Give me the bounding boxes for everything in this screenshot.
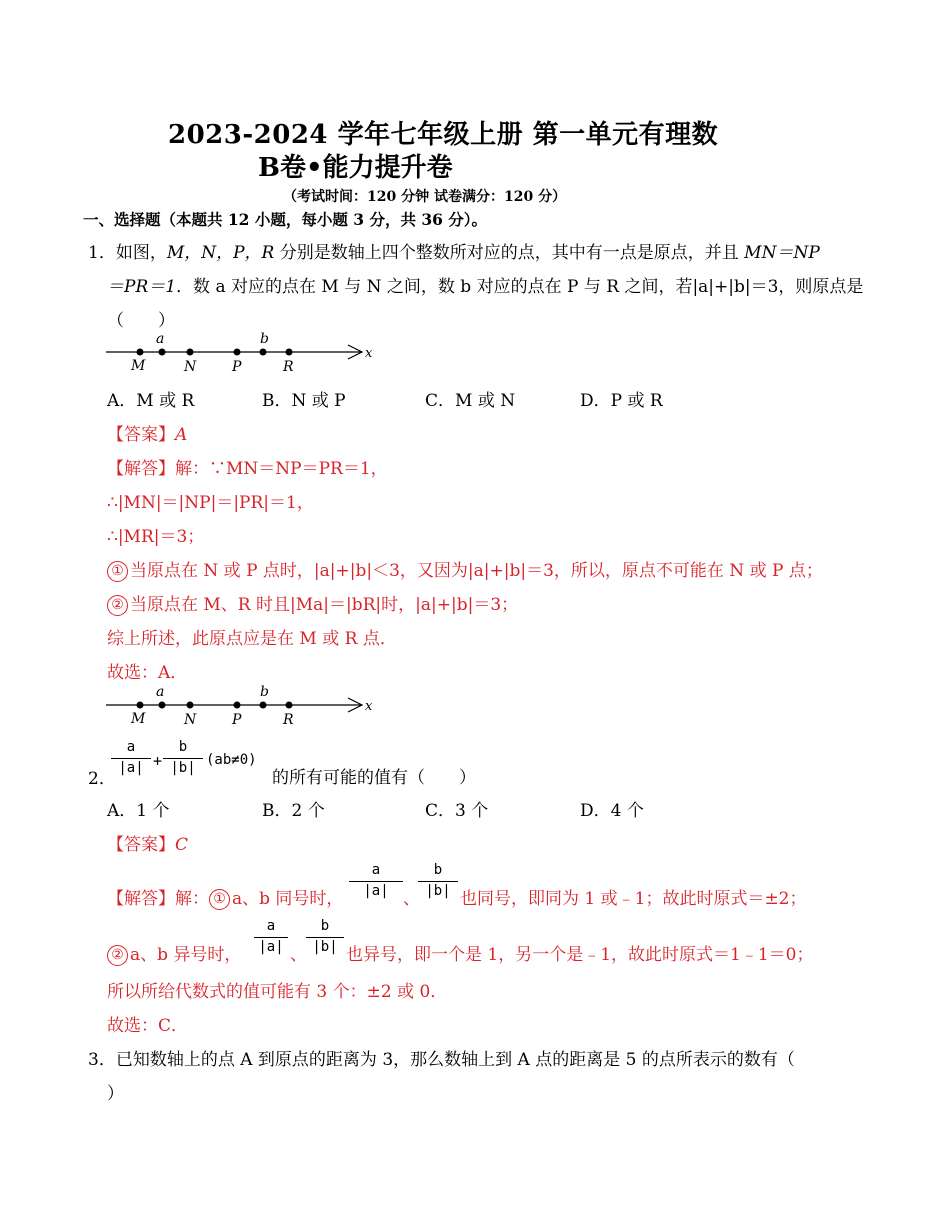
label-M: M bbox=[131, 711, 146, 727]
exam-info: （考试时间：120 分钟 试卷满分：120 分） bbox=[283, 189, 567, 205]
q1-option-c: C．M 或 N bbox=[425, 391, 516, 411]
q2-solution-line1-left: 【解答】解： ① a、b 同号时， bbox=[107, 889, 344, 909]
q2-option-d: D．4 个 bbox=[580, 801, 644, 821]
plus-sign: + bbox=[153, 752, 163, 770]
q1-option-d: D．P 或 R bbox=[580, 391, 663, 411]
q1-solution-line4: ① 当原点在 N 或 P 点时，|a|+|b|＜3，又因为|a|+|b|＝3，所以，原点不可能在 N 或 P 点； bbox=[107, 556, 823, 582]
q2-answer: 【答案】C bbox=[107, 835, 189, 855]
label-M: M bbox=[131, 358, 146, 374]
axis-x-label: x bbox=[365, 346, 373, 361]
q1-solution-line1: 【解答】解：∵MN＝NP＝PR＝1， bbox=[107, 459, 388, 479]
fraction-a-over-abs-a-sol2: a |a| bbox=[254, 918, 288, 962]
q2-solution-line2-left: ② a、b 异号时， bbox=[107, 940, 241, 966]
label-a: a bbox=[156, 684, 165, 700]
q2-stem: 的所有可能的值有（ ） bbox=[272, 768, 476, 788]
q2-solution-line4: 故选：C． bbox=[107, 1016, 189, 1036]
label-R: R bbox=[283, 712, 294, 728]
q1-number: 1． bbox=[88, 243, 116, 263]
q1-solution-line6: 综上所述，此原点应是在 M 或 R 点． bbox=[107, 629, 397, 649]
fraction-a-over-abs-a-sol1: a |a| bbox=[349, 862, 403, 906]
q1-solution-line3: ∴|MR|＝3； bbox=[107, 527, 205, 547]
section-heading: 一、选择题（本题共 12 小题，每小题 3 分，共 36 分）。 bbox=[83, 210, 488, 229]
point-N bbox=[187, 702, 194, 709]
q2-option-b: B．2 个 bbox=[262, 801, 325, 821]
q1-solution-line5: ② 当原点在 M、R 时且|Ma|＝|bR|时，|a|+|b|＝3； bbox=[107, 590, 518, 616]
point-P bbox=[234, 702, 241, 709]
circled-one: ① bbox=[107, 561, 128, 582]
point-P bbox=[234, 349, 241, 356]
circled-two: ② bbox=[107, 595, 128, 616]
q2-solution-line2-right: 也异号，即一个是 1，另一个是﹣1，故此时原式＝1﹣1＝0； bbox=[346, 945, 814, 965]
point-a bbox=[159, 702, 166, 709]
label-N: N bbox=[184, 359, 197, 375]
q3-stem: 3．已知数轴上的点 A 到原点的距离为 3，那么数轴上到 A 点的距离是 5 的点所表示的数有（ bbox=[88, 1050, 795, 1070]
fraction-b-over-abs-b: b |b| bbox=[163, 739, 203, 783]
q1-stem-line1: 1．如图，M，N，P，R 分别是数轴上四个整数所对应的点，其中有一点是原点，并且 MN＝NP bbox=[88, 243, 820, 263]
label-R: R bbox=[283, 359, 294, 375]
point-b bbox=[260, 349, 267, 356]
q1-option-b: B．N 或 P bbox=[262, 391, 346, 411]
point-R bbox=[286, 349, 293, 356]
condition: (ab≠0) bbox=[206, 752, 257, 768]
q2-solution-line1-right: 也同号，即同为 1 或﹣1；故此时原式＝±2； bbox=[460, 889, 807, 909]
q2-option-c: C．3 个 bbox=[425, 801, 489, 821]
fraction-a-over-abs-a: a |a| bbox=[111, 739, 151, 783]
axis-x-label: x bbox=[365, 699, 373, 714]
number-line-figure bbox=[100, 330, 390, 378]
label-P: P bbox=[232, 712, 242, 728]
q1-option-a: A．M 或 R bbox=[107, 391, 195, 411]
q2-option-a: A．1 个 bbox=[107, 801, 170, 821]
page-title: 2023-2024 学年七年级上册 第一单元有理数 bbox=[168, 120, 719, 150]
q2-sep1: 、 bbox=[403, 889, 420, 909]
point-a bbox=[159, 349, 166, 356]
number-line-figure-2 bbox=[100, 683, 390, 731]
label-N: N bbox=[184, 712, 197, 728]
label-a: a bbox=[156, 331, 165, 347]
label-b: b bbox=[260, 331, 269, 347]
q1-stem-line2: ＝PR＝1．数 a 对应的点在 M 与 N 之间，数 b 对应的点在 P 与 R 之间，若|a|+|b|＝3，则原点是 bbox=[107, 277, 864, 297]
label-b: b bbox=[260, 684, 269, 700]
q1-stem-line3: （ ） bbox=[107, 311, 175, 331]
fraction-b-over-abs-b-sol2: b |b| bbox=[306, 918, 344, 962]
fraction-b-over-abs-b-sol1: b |b| bbox=[418, 862, 458, 906]
q1-answer: 【答案】A bbox=[107, 425, 188, 445]
point-M bbox=[137, 702, 144, 709]
q1-solution-line7: 故选：A． bbox=[107, 663, 188, 683]
q2-solution-line3: 所以所给代数式的值可能有 3 个：±2 或 0． bbox=[107, 982, 448, 1002]
q2-sep2: 、 bbox=[290, 945, 307, 965]
page-subtitle: B卷•能力提升卷 bbox=[258, 153, 453, 183]
label-P: P bbox=[232, 359, 242, 375]
point-R bbox=[286, 702, 293, 709]
point-N bbox=[187, 349, 194, 356]
point-b bbox=[260, 702, 267, 709]
q1-solution-line2: ∴|MN|＝|NP|＝|PR|＝1， bbox=[107, 493, 314, 513]
point-M bbox=[137, 349, 144, 356]
q2-number: 2． bbox=[88, 769, 116, 789]
q3-stem-cont: ） bbox=[107, 1084, 124, 1104]
